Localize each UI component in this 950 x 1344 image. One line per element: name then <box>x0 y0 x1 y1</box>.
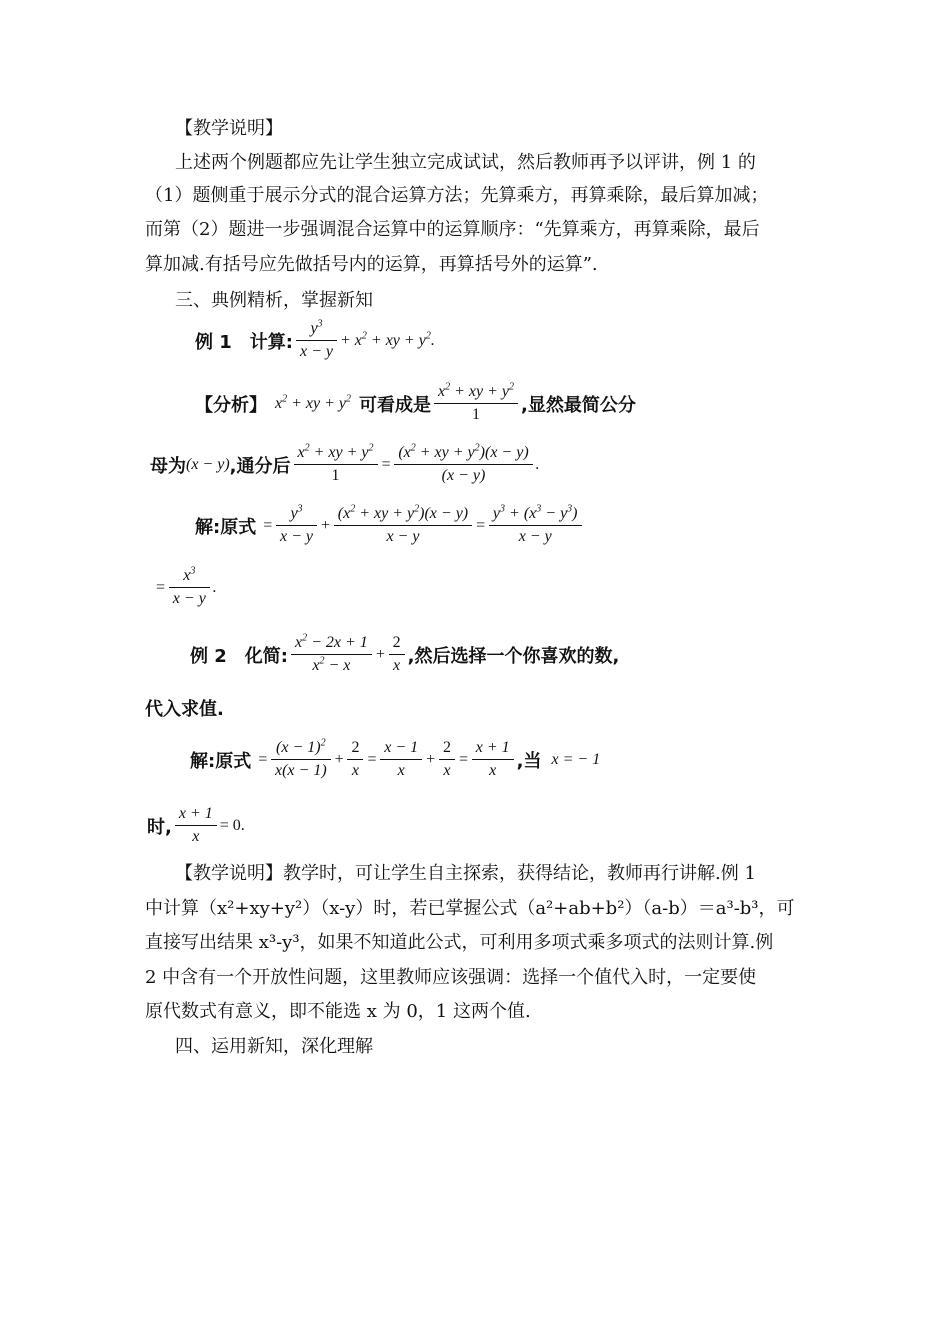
paragraph-line: 算加减.有括号应先做括号内的运算，再算括号外的运算”. <box>145 254 598 275</box>
fraction: $\frac{y^3}{x - y}$ <box>296 318 337 363</box>
paragraph-line: 【教学说明】教学时，可让学生自主探索，获得结论，教师再行讲解.例 1 <box>175 863 756 884</box>
analysis-line-2: 母为 (x − y) ,通分后 $\frac{x^2 + xy + y^2}{1}$ = $\frac{(x^2 + xy + y^2)(x - y)}{(x - y)}$ . <box>150 442 540 484</box>
solution-2: 解:原式 = $\frac{(x - 1)^2}{x(x - 1)}$ + $\frac{2}{x}$ = $\frac{x - 1}{x}$ + $\frac{2}{x}$ = $\frac{x + 1}{x}$ ,当 x = − 1 <box>190 737 601 779</box>
paragraph-line: 而第（2）题进一步强调混合运算中的运算顺序：“先算乘方，再算乘除，最后 <box>145 219 760 240</box>
solution-1: 解:原式 = $\frac{y^3}{x - y}$ + $\frac{(x^2 + xy + y^2)(x - y)}{x - y}$ = $\frac{y^3 + (x^3 - y^3)}{x - y}$ <box>195 503 585 548</box>
paragraph-line: 原代数式有意义，即不能选 x 为 0，1 这两个值. <box>145 1001 531 1022</box>
example-2-sub: 代入求值. <box>145 699 224 720</box>
solution-2-result: 时, $\frac{x + 1}{x}$ = 0. <box>147 805 245 845</box>
paragraph-line: 2 中含有一个开放性问题，这里教师应该强调：选择一个值代入时，一定要使 <box>145 967 757 988</box>
paragraph-line: 中计算（x²+xy+y²）（x-y）时，若已掌握公式（a²+ab+b²）（a-b）＝a³-b³，可 <box>145 898 795 919</box>
solution-1-result: = $\frac{x^3}{x - y}$ . <box>155 565 217 607</box>
analysis-line-1: 【分析】 $x^2$ + xy + $y^2$ 可看成是 $\frac{x^2 + xy + y^2}{1}$ ,显然最简公分 <box>195 381 636 423</box>
section-heading: 三、典例精析，掌握新知 <box>175 290 373 311</box>
paragraph-line: 上述两个例题都应先让学生独立完成试试，然后教师再予以评讲，例 1 的 <box>175 152 756 173</box>
paragraph-line: 直接写出结果 x³-y³，如果不知道此公式，可利用多项式乘多项式的法则计算.例 <box>145 932 774 953</box>
paragraph-line: （1）题侧重于展示分式的混合运算方法；先算乘方，再算乘除，最后算加减； <box>145 185 769 206</box>
section-heading: 四、运用新知，深化理解 <box>175 1036 373 1057</box>
example-2: 例 2 化简: $\frac{x^2 - 2x + 1}{x^2 - x}$ + $\frac{2}{x}$ ,然后选择一个你喜欢的数, <box>190 632 620 674</box>
example-1: 例 1 计算: $\frac{y^3}{x - y}$ + $x^2$ + xy + $y^2$. <box>195 318 435 363</box>
teaching-note-heading: 【教学说明】 <box>175 118 283 139</box>
